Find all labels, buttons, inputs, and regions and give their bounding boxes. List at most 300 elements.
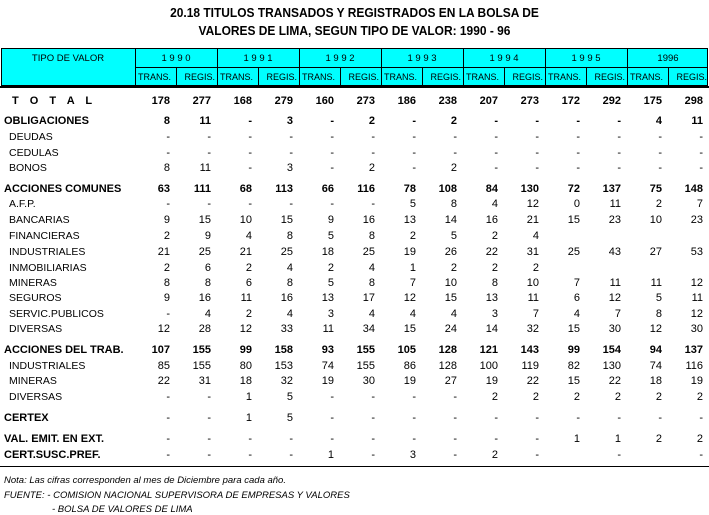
cell-value: 1	[409, 262, 416, 274]
source-line-2: - BOLSA DE VALORES DE LIMA	[52, 504, 193, 515]
cell-value: -	[289, 147, 293, 159]
header-year-0: 1 9 9 0	[161, 53, 191, 64]
cell-value: -	[576, 115, 580, 127]
cell-value: 22	[526, 375, 539, 387]
cell-value: 4	[491, 198, 498, 210]
cell-value: 111	[193, 183, 211, 195]
sub-divider	[422, 67, 423, 86]
table-row	[0, 114, 709, 128]
cell-value: -	[576, 412, 580, 424]
table-row	[0, 411, 709, 425]
cell-value: 155	[356, 360, 375, 372]
sub-divider	[340, 67, 341, 86]
cell-value: 15	[567, 375, 580, 387]
cell-value: -	[412, 131, 416, 143]
cell-value: 1	[245, 412, 252, 424]
cell-value: 178	[151, 95, 170, 107]
cell-value: 53	[690, 246, 703, 258]
row-label: SERVIC.PUBLICOS	[9, 308, 104, 320]
cell-value: -	[535, 449, 539, 461]
cell-value: 21	[157, 246, 170, 258]
cell-value: 18	[649, 375, 662, 387]
cell-value: 23	[608, 214, 621, 226]
table-row	[0, 390, 709, 404]
header-sub-trans: TRANS.	[384, 72, 418, 82]
cell-value: -	[453, 412, 457, 424]
cell-value: -	[617, 162, 621, 174]
row-label: DEUDAS	[9, 131, 53, 143]
cell-value: -	[289, 131, 293, 143]
cell-value: -	[207, 131, 211, 143]
cell-value: -	[453, 391, 457, 403]
cell-value: 155	[192, 344, 211, 356]
cell-value: 1	[614, 433, 621, 445]
cell-value: 30	[362, 375, 375, 387]
cell-value: -	[576, 147, 580, 159]
cell-value: -	[371, 198, 375, 210]
cell-value: 238	[438, 95, 457, 107]
table-row	[0, 374, 709, 388]
cell-value: 2	[655, 433, 662, 445]
cell-value: 27	[649, 246, 662, 258]
cell-value: 4	[368, 262, 375, 274]
cell-value: 32	[280, 375, 293, 387]
cell-value: -	[576, 162, 580, 174]
header-sub-regis: REGIS.	[594, 72, 625, 82]
cell-value: 22	[485, 246, 498, 258]
cell-value: 2	[491, 230, 498, 242]
cell-value: 15	[198, 214, 211, 226]
cell-value: 11	[609, 198, 621, 210]
cell-value: -	[166, 449, 170, 461]
row-label: INMOBILIARIAS	[9, 262, 87, 274]
cell-value: 8	[163, 277, 170, 289]
cell-value: 158	[274, 344, 293, 356]
cell-value: 8	[163, 115, 170, 127]
cell-value: 2	[532, 262, 539, 274]
cell-value: 4	[368, 308, 375, 320]
source-line-1: FUENTE: - COMISION NACIONAL SUPERVISORA DE EMPRESAS Y VALORES	[4, 490, 350, 501]
cell-value: 26	[444, 246, 457, 258]
cell-value: 2	[327, 262, 334, 274]
cell-value: 4	[655, 115, 662, 127]
cell-value: -	[248, 162, 252, 174]
cell-value: 33	[280, 323, 293, 335]
cell-value: -	[207, 412, 211, 424]
cell-value: 3	[286, 115, 293, 127]
cell-value: 2	[696, 391, 703, 403]
cell-value: -	[453, 449, 457, 461]
cell-value: 9	[163, 214, 170, 226]
table-title-line2: VALORES DE LIMA, SEGUN TIPO DE VALOR: 1990 - 96	[198, 23, 511, 38]
header-sub-trans: TRANS.	[548, 72, 582, 82]
row-label: DIVERSAS	[9, 323, 63, 335]
cell-value: 175	[643, 95, 662, 107]
cell-value: 19	[690, 375, 703, 387]
cell-value: 277	[192, 95, 211, 107]
row-label: MINERAS	[9, 277, 57, 289]
cell-value: -	[453, 131, 457, 143]
cell-value: 2	[450, 262, 457, 274]
cell-value: 119	[521, 360, 539, 372]
cell-value: 72	[567, 183, 580, 195]
cell-value: 8	[368, 230, 375, 242]
cell-value: -	[330, 198, 334, 210]
sub-divider	[258, 67, 259, 86]
cell-value: 2	[450, 162, 457, 174]
cell-value: -	[412, 412, 416, 424]
cell-value: 31	[198, 375, 211, 387]
cell-value: 11	[199, 115, 211, 127]
table-row	[0, 94, 709, 108]
cell-value: -	[371, 412, 375, 424]
cell-value: 116	[357, 183, 375, 195]
cell-value: 8	[286, 277, 293, 289]
cell-value: 15	[280, 214, 293, 226]
row-label: CERTEX	[4, 412, 49, 424]
cell-value: 15	[444, 292, 457, 304]
row-label: DIVERSAS	[9, 391, 63, 403]
sub-divider	[176, 67, 177, 86]
cell-value: 1	[327, 449, 334, 461]
cell-value: 12	[403, 292, 416, 304]
cell-value: 11	[650, 277, 662, 289]
cell-value: 2	[368, 162, 375, 174]
cell-value: -	[658, 131, 662, 143]
row-label: ACCIONES DEL TRAB.	[4, 344, 124, 356]
cell-value: -	[412, 147, 416, 159]
row-label: T O T A L	[12, 95, 97, 107]
table-row	[0, 213, 709, 227]
cell-value: 10	[649, 214, 662, 226]
cell-value: 12	[649, 323, 662, 335]
cell-value: -	[166, 412, 170, 424]
cell-value: -	[617, 115, 621, 127]
cell-value: 2	[491, 449, 498, 461]
cell-value: -	[371, 131, 375, 143]
cell-value: -	[371, 433, 375, 445]
cell-value: 24	[444, 323, 457, 335]
cell-value: 16	[485, 214, 498, 226]
cell-value: 4	[409, 308, 416, 320]
cell-value: 4	[286, 262, 293, 274]
cell-value: 155	[356, 344, 375, 356]
cell-value: 13	[485, 292, 498, 304]
cell-value: 4	[204, 308, 211, 320]
cell-value: 12	[157, 323, 170, 335]
cell-value: 99	[239, 344, 252, 356]
cell-value: 74	[321, 360, 334, 372]
cell-value: -	[699, 131, 703, 143]
cell-value: -	[412, 433, 416, 445]
table-row	[0, 322, 709, 336]
cell-value: 113	[275, 183, 293, 195]
cell-value: 14	[444, 214, 457, 226]
cell-value: 84	[485, 183, 498, 195]
cell-value: 11	[240, 292, 252, 304]
cell-value: 0	[573, 198, 580, 210]
row-label: OBLIGACIONES	[4, 115, 89, 127]
cell-value: -	[330, 162, 334, 174]
cell-value: 12	[690, 277, 703, 289]
cell-value: 2	[368, 115, 375, 127]
cell-value: 85	[157, 360, 170, 372]
cell-value: -	[248, 433, 252, 445]
cell-value: 11	[609, 277, 621, 289]
cell-value: 34	[362, 323, 375, 335]
cell-value: 13	[321, 292, 334, 304]
cell-value: 5	[655, 292, 662, 304]
cell-value: 2	[655, 198, 662, 210]
cell-value: 2	[245, 262, 252, 274]
cell-value: 7	[573, 277, 580, 289]
cell-value: 16	[198, 292, 211, 304]
header-sub-regis: REGIS.	[430, 72, 461, 82]
cell-value: 27	[444, 375, 457, 387]
header-sub-trans: TRANS.	[138, 72, 172, 82]
cell-value: -	[494, 131, 498, 143]
cell-value: 2	[491, 391, 498, 403]
header-sub-regis: REGIS.	[348, 72, 379, 82]
cell-value: 130	[520, 183, 539, 195]
cell-value: -	[494, 412, 498, 424]
cell-value: 2	[245, 308, 252, 320]
cell-value: 160	[315, 95, 334, 107]
cell-value: 1	[573, 433, 580, 445]
cell-value: 22	[608, 375, 621, 387]
cell-value: 28	[198, 323, 211, 335]
cell-value: -	[576, 131, 580, 143]
cell-value: 5	[286, 412, 293, 424]
cell-value: 4	[532, 230, 539, 242]
cell-value: 30	[690, 323, 703, 335]
table-row	[0, 307, 709, 321]
cell-value: 108	[438, 183, 457, 195]
cell-value: -	[699, 412, 703, 424]
cell-value: 153	[274, 360, 293, 372]
cell-value: -	[166, 147, 170, 159]
row-label: SEGUROS	[9, 292, 62, 304]
cell-value: 121	[479, 344, 498, 356]
cell-value: 11	[691, 292, 703, 304]
cell-value: 7	[409, 277, 416, 289]
sub-divider	[668, 67, 669, 86]
cell-value: 19	[321, 375, 334, 387]
cell-value: -	[166, 308, 170, 320]
cell-value: -	[371, 391, 375, 403]
table-row	[0, 245, 709, 259]
cell-value: -	[535, 147, 539, 159]
cell-value: 68	[239, 183, 252, 195]
cell-value: 8	[163, 162, 170, 174]
cell-value: 2	[450, 115, 457, 127]
cell-value: 116	[685, 360, 703, 372]
cell-value: -	[535, 433, 539, 445]
cell-value: -	[658, 147, 662, 159]
cell-value: -	[289, 433, 293, 445]
cell-value: 21	[239, 246, 252, 258]
cell-value: -	[166, 433, 170, 445]
cell-value: 4	[450, 308, 457, 320]
cell-value: 63	[157, 183, 170, 195]
row-label: CERT.SUSC.PREF.	[4, 449, 101, 461]
cell-value: 25	[280, 246, 293, 258]
cell-value: 128	[438, 360, 457, 372]
cell-value: -	[617, 449, 621, 461]
cell-value: 22	[157, 375, 170, 387]
cell-value: -	[658, 162, 662, 174]
cell-value: -	[412, 115, 416, 127]
cell-value: 100	[479, 360, 498, 372]
cell-value: -	[248, 115, 252, 127]
cell-value: 30	[608, 323, 621, 335]
cell-value: 11	[691, 115, 703, 127]
cell-value: 279	[274, 95, 293, 107]
cell-value: 17	[362, 292, 375, 304]
cell-value: 21	[526, 214, 539, 226]
cell-value: 9	[163, 292, 170, 304]
cell-value: 292	[602, 95, 621, 107]
cell-value: 16	[362, 214, 375, 226]
cell-value: 2	[163, 262, 170, 274]
table-row	[0, 182, 709, 196]
row-label: FINANCIERAS	[9, 230, 80, 242]
cell-value: -	[248, 449, 252, 461]
cell-value: 99	[567, 344, 580, 356]
cell-value: 172	[561, 95, 580, 107]
cell-value: 137	[602, 183, 621, 195]
cell-value: 19	[485, 375, 498, 387]
row-label: MINERAS	[9, 375, 57, 387]
table-row	[0, 448, 709, 462]
cell-value: 13	[403, 214, 416, 226]
cell-value: 94	[649, 344, 662, 356]
cell-value: 2	[163, 230, 170, 242]
header-sub-regis: REGIS.	[676, 72, 707, 82]
cell-value: 5	[327, 277, 334, 289]
cell-value: -	[494, 162, 498, 174]
cell-value: 4	[245, 230, 252, 242]
cell-value: 4	[573, 308, 580, 320]
cell-value: 207	[479, 95, 498, 107]
cell-value: -	[166, 198, 170, 210]
cell-value: -	[330, 147, 334, 159]
table-row	[0, 432, 709, 446]
cell-value: -	[248, 147, 252, 159]
cell-value: 18	[239, 375, 252, 387]
cell-value: 6	[573, 292, 580, 304]
header-sub-trans: TRANS.	[466, 72, 500, 82]
row-label: INDUSTRIALES	[9, 246, 86, 258]
cell-value: 75	[649, 183, 662, 195]
cell-value: 19	[403, 246, 416, 258]
cell-value: -	[453, 147, 457, 159]
cell-value: -	[617, 131, 621, 143]
header-year-5: 1 9 9 5	[571, 53, 601, 64]
cell-value: -	[453, 433, 457, 445]
cell-value: -	[535, 412, 539, 424]
cell-value: 15	[403, 323, 416, 335]
cell-value: 43	[608, 246, 621, 258]
cell-value: 186	[397, 95, 416, 107]
cell-value: -	[207, 391, 211, 403]
header-sub-trans: TRANS.	[630, 72, 664, 82]
table-row	[0, 261, 709, 275]
cell-value: 2	[409, 230, 416, 242]
cell-value: 25	[198, 246, 211, 258]
cell-value: 15	[567, 214, 580, 226]
cell-value: -	[289, 198, 293, 210]
cell-value: -	[412, 391, 416, 403]
row-label: INDUSTRIALES	[9, 360, 86, 372]
cell-value: 137	[684, 344, 703, 356]
sub-divider	[135, 67, 136, 86]
cell-value: 82	[567, 360, 580, 372]
cell-value: 23	[690, 214, 703, 226]
cell-value: 105	[397, 344, 416, 356]
header-sub-regis: REGIS.	[184, 72, 215, 82]
cell-value: 3	[327, 308, 334, 320]
cell-value: -	[330, 391, 334, 403]
cell-value: -	[166, 131, 170, 143]
cell-value: 12	[239, 323, 252, 335]
cell-value: 273	[520, 95, 539, 107]
table-title-line1: 20.18 TITULOS TRANSADOS Y REGISTRADOS EN LA BOLSA DE	[170, 5, 539, 20]
row-label: BANCARIAS	[9, 214, 70, 226]
cell-value: -	[330, 412, 334, 424]
cell-value: -	[166, 391, 170, 403]
cell-value: 16	[280, 292, 293, 304]
cell-value: 31	[526, 246, 539, 258]
cell-value: 10	[444, 277, 457, 289]
cell-value: 12	[690, 308, 703, 320]
cell-value: 107	[151, 344, 170, 356]
header-year-2: 1 9 9 2	[325, 53, 355, 64]
cell-value: -	[207, 198, 211, 210]
cell-value: -	[699, 147, 703, 159]
cell-value: 12	[608, 292, 621, 304]
header-sub-trans: TRANS.	[302, 72, 336, 82]
table-row	[0, 161, 709, 175]
cell-value: 8	[286, 230, 293, 242]
header-bottom-rule	[0, 86, 709, 88]
header-tipo-de-valor: TIPO DE VALOR	[31, 53, 105, 64]
cell-value: -	[207, 433, 211, 445]
header-sub-regis: REGIS.	[512, 72, 543, 82]
header-sub-regis: REGIS.	[266, 72, 297, 82]
cell-value: 3	[286, 162, 293, 174]
cell-value: -	[535, 131, 539, 143]
cell-value: -	[535, 115, 539, 127]
cell-value: 8	[450, 198, 457, 210]
row-label: A.F.P.	[9, 198, 36, 210]
cell-value: 8	[204, 277, 211, 289]
cell-value: 5	[327, 230, 334, 242]
cell-value: 10	[239, 214, 252, 226]
cell-value: 9	[204, 230, 211, 242]
cell-value: -	[371, 449, 375, 461]
table-row	[0, 291, 709, 305]
cell-value: 148	[684, 183, 703, 195]
cell-value: -	[330, 115, 334, 127]
cell-value: 2	[532, 391, 539, 403]
cell-value: 78	[403, 183, 416, 195]
cell-value: 9	[327, 214, 334, 226]
cell-value: -	[412, 162, 416, 174]
cell-value: -	[658, 412, 662, 424]
cell-value: 25	[567, 246, 580, 258]
cell-value: 6	[245, 277, 252, 289]
